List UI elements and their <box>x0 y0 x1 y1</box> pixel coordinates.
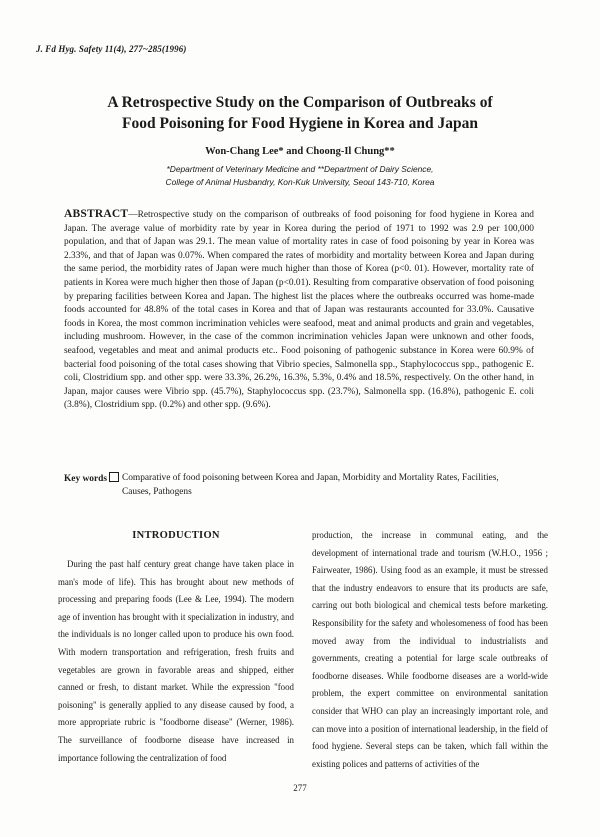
affiliation-line-2: College of Animal Husbandry, Kon-Kuk University, Seoul 143-710, Korea <box>165 177 435 187</box>
section-heading-introduction: INTRODUCTION <box>132 530 220 541</box>
keywords-label: Key words <box>64 474 107 484</box>
right-column <box>312 527 548 773</box>
journal-citation: J. Fd Hyg. Safety 11(4), 277~285(1996) <box>36 44 187 54</box>
keywords <box>64 472 534 499</box>
intro-paragraph-left: During the past half century great change have taken place in man's mode of life). This has brought about new methods of processing and preparing foods (Lee & Lee, 1994). The modern age of invention has brought with it specialization in industry, and the individuals is no longer called upon to produce his own food. With modern transportation and refrigeration, fresh fruits and vegetables are grown in favorable areas and shipped, either canned or fresh, to distant market. While the expression "food poisoning" is generally applied to any disease caused by food, a more appropriate rubric is "foodborne disease" (Werner, 1986). The surveillance of foodborne disease have increased in importance following the centralization of food <box>58 559 294 763</box>
abstract: ABSTRACT—Retrospective study on the comparison of outbreaks of food poisoning for food hygiene in Korea and Japan. The average value of morbidity rate by year in Korea during the period of 1971 to 1992 was 2.9 per 100,000 population, and that of Japan was 29.1. The mean value of mortality rates in case of food poisoning by year in Korea was 2.33%, and that of Japan was 0.07%. When compared the rates of morbidity and mortality between Korea and Japan during the same period, the morbidity rates of Japan were much higher than those of Korea (p<0. 01). However, mortality rate of patients in Korea were much higher then those of Japan (p<0.01). Resulting from comparative observation of food poisoning by preparing facilities between Korea and Japan. The highest list the places where the outbreaks occurred was home-made foods accounted for 48.8% of the total cases in Korea and that of Japan was restaurants accounted for 33.0%. Causative foods in Korea, the most common incrimination vehicles were seafood, meat and animal products and grain and vegetables, including mushroom. However, in the case of the common incrimination vehicles Japan were unknown and other foods, seafood, vegetables and meat and animal products etc.. Food poisoning of pathogenic substance in Korea were 60.9% of bacterial food poisoning of the total cases showing that Vibrio species, Salmonella spp., Staphylococcus spp., pathogenic E. coli, Clostridium spp. and other spp. were 33.3%, 26.2%, 16.3%, 5.3%, 0.4% and 18.5%, respectively. On the other hand, in Japan, major causes were Vibrio spp. (45.7%), Staphylococcus spp. (23.7%), Salmonella spp. (16.8%), pathogenic E. coli (3.8%), Clostridium spp. (0.2%) and other spp. (9.6%). <box>64 208 534 411</box>
page-number: 277 <box>293 783 307 793</box>
paper-title <box>40 92 560 134</box>
affiliation <box>40 163 560 189</box>
abstract-text: Retrospective study on the comparison of outbreaks of food poisoning for food hygiene in Korea and Japan. The average value of morbidity rate by year in Korea during the period of 1971 to 1992 was 2.9 per 100,000 population, and that of Japan was 29.1. The mean value of mortality rates in case of food poisoning by year in Korea was 2.33%, and that of Japan was 0.07%. When compared the rates of morbidity and mortality between Korea and Japan during the same period, the morbidity rates of Japan were much higher than those of Korea (p<0. 01). However, mortality rate of patients in Korea were much higher then those of Japan (p<0.01). Resulting from comparative observation of food poisoning by preparing facilities between Korea and Japan. The highest list the places where the outbreaks occurred was home-made foods accounted for 48.8% of the total cases in Korea and that of Japan was restaurants accounted for 33.0%. Causative foods in Korea, the most common incrimination vehicles were seafood, meat and animal products and grain and vegetables, including mushroom. However, in the case of the common incrimination vehicles Japan were unknown and other foods, seafood, vegetables and meat and animal products etc.. Food poisoning of pathogenic substance in Korea were 60.9% of bacterial food poisoning of the total cases showing that Vibrio species, Salmonella spp., Staphylococcus spp., pathogenic E. coli, Clostridium spp. and other spp. were 33.3%, 26.2%, 16.3%, 5.3%, 0.4% and 18.5%, respectively. On the other hand, in Japan, major causes were Vibrio spp. (45.7%), Staphylococcus spp. (23.7%), Salmonella spp. (16.8%), pathogenic E. coli (3.8%), Clostridium spp. (0.2%) and other spp. (9.6%). <box>64 210 534 411</box>
authors: Won-Chang Lee* and Choong-Il Chung** <box>205 146 395 157</box>
title-line-1: A Retrospective Study on the Comparison of Outbreaks of <box>107 94 493 111</box>
left-column <box>58 528 294 767</box>
abstract-label: ABSTRACT <box>64 208 129 220</box>
keywords-text: Comparative of food poisoning between Korea and Japan, Morbidity and Mortality Rates, Facilities, Causes, Pathogens <box>121 473 499 497</box>
intro-paragraph-right: production, the increase in communal eating, and the development of international trade and tourism (W.H.O., 1956 ; Fairweater, 1986). Using food as an example, it must be stressed that the industry endeavors to ensure that its products are safe, carring out both biological and chemical tests before marketing. Responsibility for the safety and wholesomeness of food has been moved away from the individual to industrialists and governments, creating a potential for large scale outbreaks of foodborne diseases. While foodborne diseases are a world-wide problem, the expert committee on environmental sanitation consider that WHO can play an increasingly important role, and can move into a position of international leadership, in the field of food hygiene. Several steps can be taken, which fall within the existing polices and patterns of activities of the <box>312 530 548 769</box>
affiliation-line-1: *Department of Veterinary Medicine and **Department of Dairy Science, <box>166 164 434 174</box>
title-line-2: Food Poisoning for Food Hygiene in Korea and Japan <box>122 115 478 132</box>
checkbox-square-icon <box>109 472 119 482</box>
